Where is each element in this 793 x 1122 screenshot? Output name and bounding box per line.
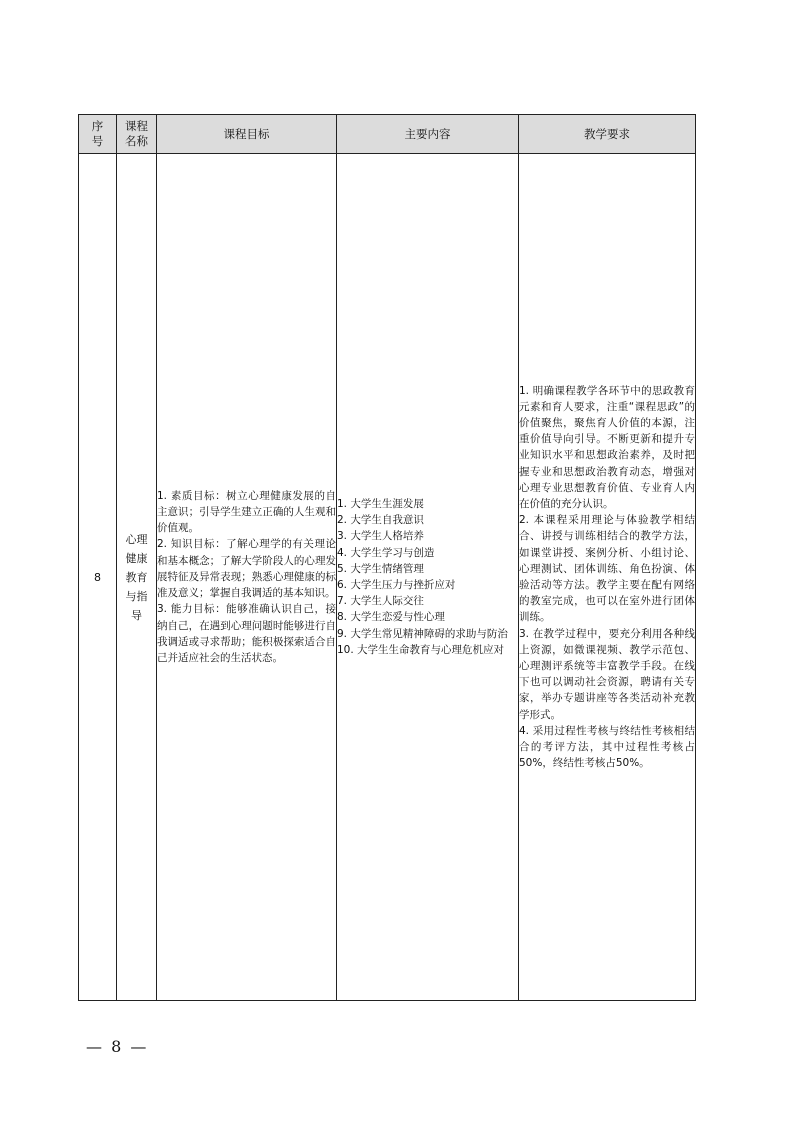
requirement-paragraph: 2. 本课程采用理论与体验教学相结合、讲授与训练相结合的教学方法，如课堂讲授、案例分析、小组讨论、心理测试、团体训练、角色扮演、体验活动等方法。教学主要在配有网络的教室完成，也可以在室外进行团体训练。: [519, 514, 695, 624]
header-index-line2: 号: [91, 134, 104, 148]
content-item: 1. 大学生生涯发展: [337, 497, 424, 510]
content-item: 2. 大学生自我意识: [337, 514, 424, 527]
goal-paragraph: 1. 素质目标：树立心理健康发展的自主意识；引导学生建立正确的人生观和价值观。: [157, 489, 336, 535]
goal-paragraph: 2. 知识目标：了解心理学的有关理论和基本概念；了解大学阶段人的心理发展特征及异常表现；熟悉心理健康的标准及意义；掌握自我调适的基本知识。: [157, 538, 336, 600]
row-course-goals: [157, 154, 337, 1001]
goal-paragraph: 3. 能力目标：能够准确认识自己，接纳自己，在遇到心理问题时能够进行自我调适或寻求帮助；能积极探索适合自己并适应社会的生活状态。: [157, 603, 336, 664]
curriculum-table: [78, 114, 696, 1001]
row-course-name: [117, 154, 157, 1001]
content-item: 5. 大学生情绪管理: [337, 562, 424, 575]
table-header-row: [79, 115, 696, 154]
header-index-line1: 序: [91, 119, 104, 133]
content-item: 8. 大学生恋爱与性心理: [337, 611, 445, 624]
requirement-paragraph: 1. 明确课程教学各环节中的思政教育元素和育人要求，注重“课程思政”的价值聚焦，聚焦育人价值的本源，注重价值导向引导。不断更新和提升专业知识水平和思想政治素养，及时把握专业和思想政治教育动态，增强对心理专业思想教育价值、专业育人内在价值的充分认识。: [519, 384, 695, 510]
content-item: 9. 大学生常见精神障碍的求助与防治: [337, 627, 508, 640]
content-item: 6. 大学生压力与挫折应对: [337, 579, 456, 591]
content-item: 10. 大学生生命教育与心理危机应对: [337, 643, 505, 656]
header-teaching-requirements: 教学要求: [519, 115, 696, 154]
header-course-name: [117, 115, 157, 154]
row-index: 8: [79, 154, 117, 1001]
row-teaching-requirements: [519, 154, 696, 1001]
content-item: 7. 大学生人际交往: [337, 595, 424, 608]
table-row: [79, 154, 696, 1001]
header-name-line1: 课程: [125, 119, 148, 133]
content-item: 4. 大学生学习与创造: [337, 546, 435, 559]
row-main-content: [337, 154, 519, 1001]
course-name-text: 心理健康教育与指导: [125, 532, 148, 622]
header-name-line2: 名称: [125, 134, 148, 148]
requirement-paragraph: 3. 在教学过程中，要充分利用各种线上资源，如微课视频、教学示范包、心理测评系统等丰富教学手段。在线下也可以调动社会资源，聘请有关专家，举办专题讲座等各类活动补充教学形式。: [519, 627, 695, 721]
header-index: [79, 115, 117, 154]
header-course-goals: 课程目标: [157, 115, 337, 154]
content-item: 3. 大学生人格培养: [337, 530, 424, 543]
requirement-paragraph: 4. 采用过程性考核与终结性考核相结合的考评方法，其中过程性考核占50%，终结性考核占50%。: [519, 724, 695, 770]
page-number: — 8 —: [86, 1037, 149, 1056]
header-main-content: 主要内容: [337, 115, 519, 154]
